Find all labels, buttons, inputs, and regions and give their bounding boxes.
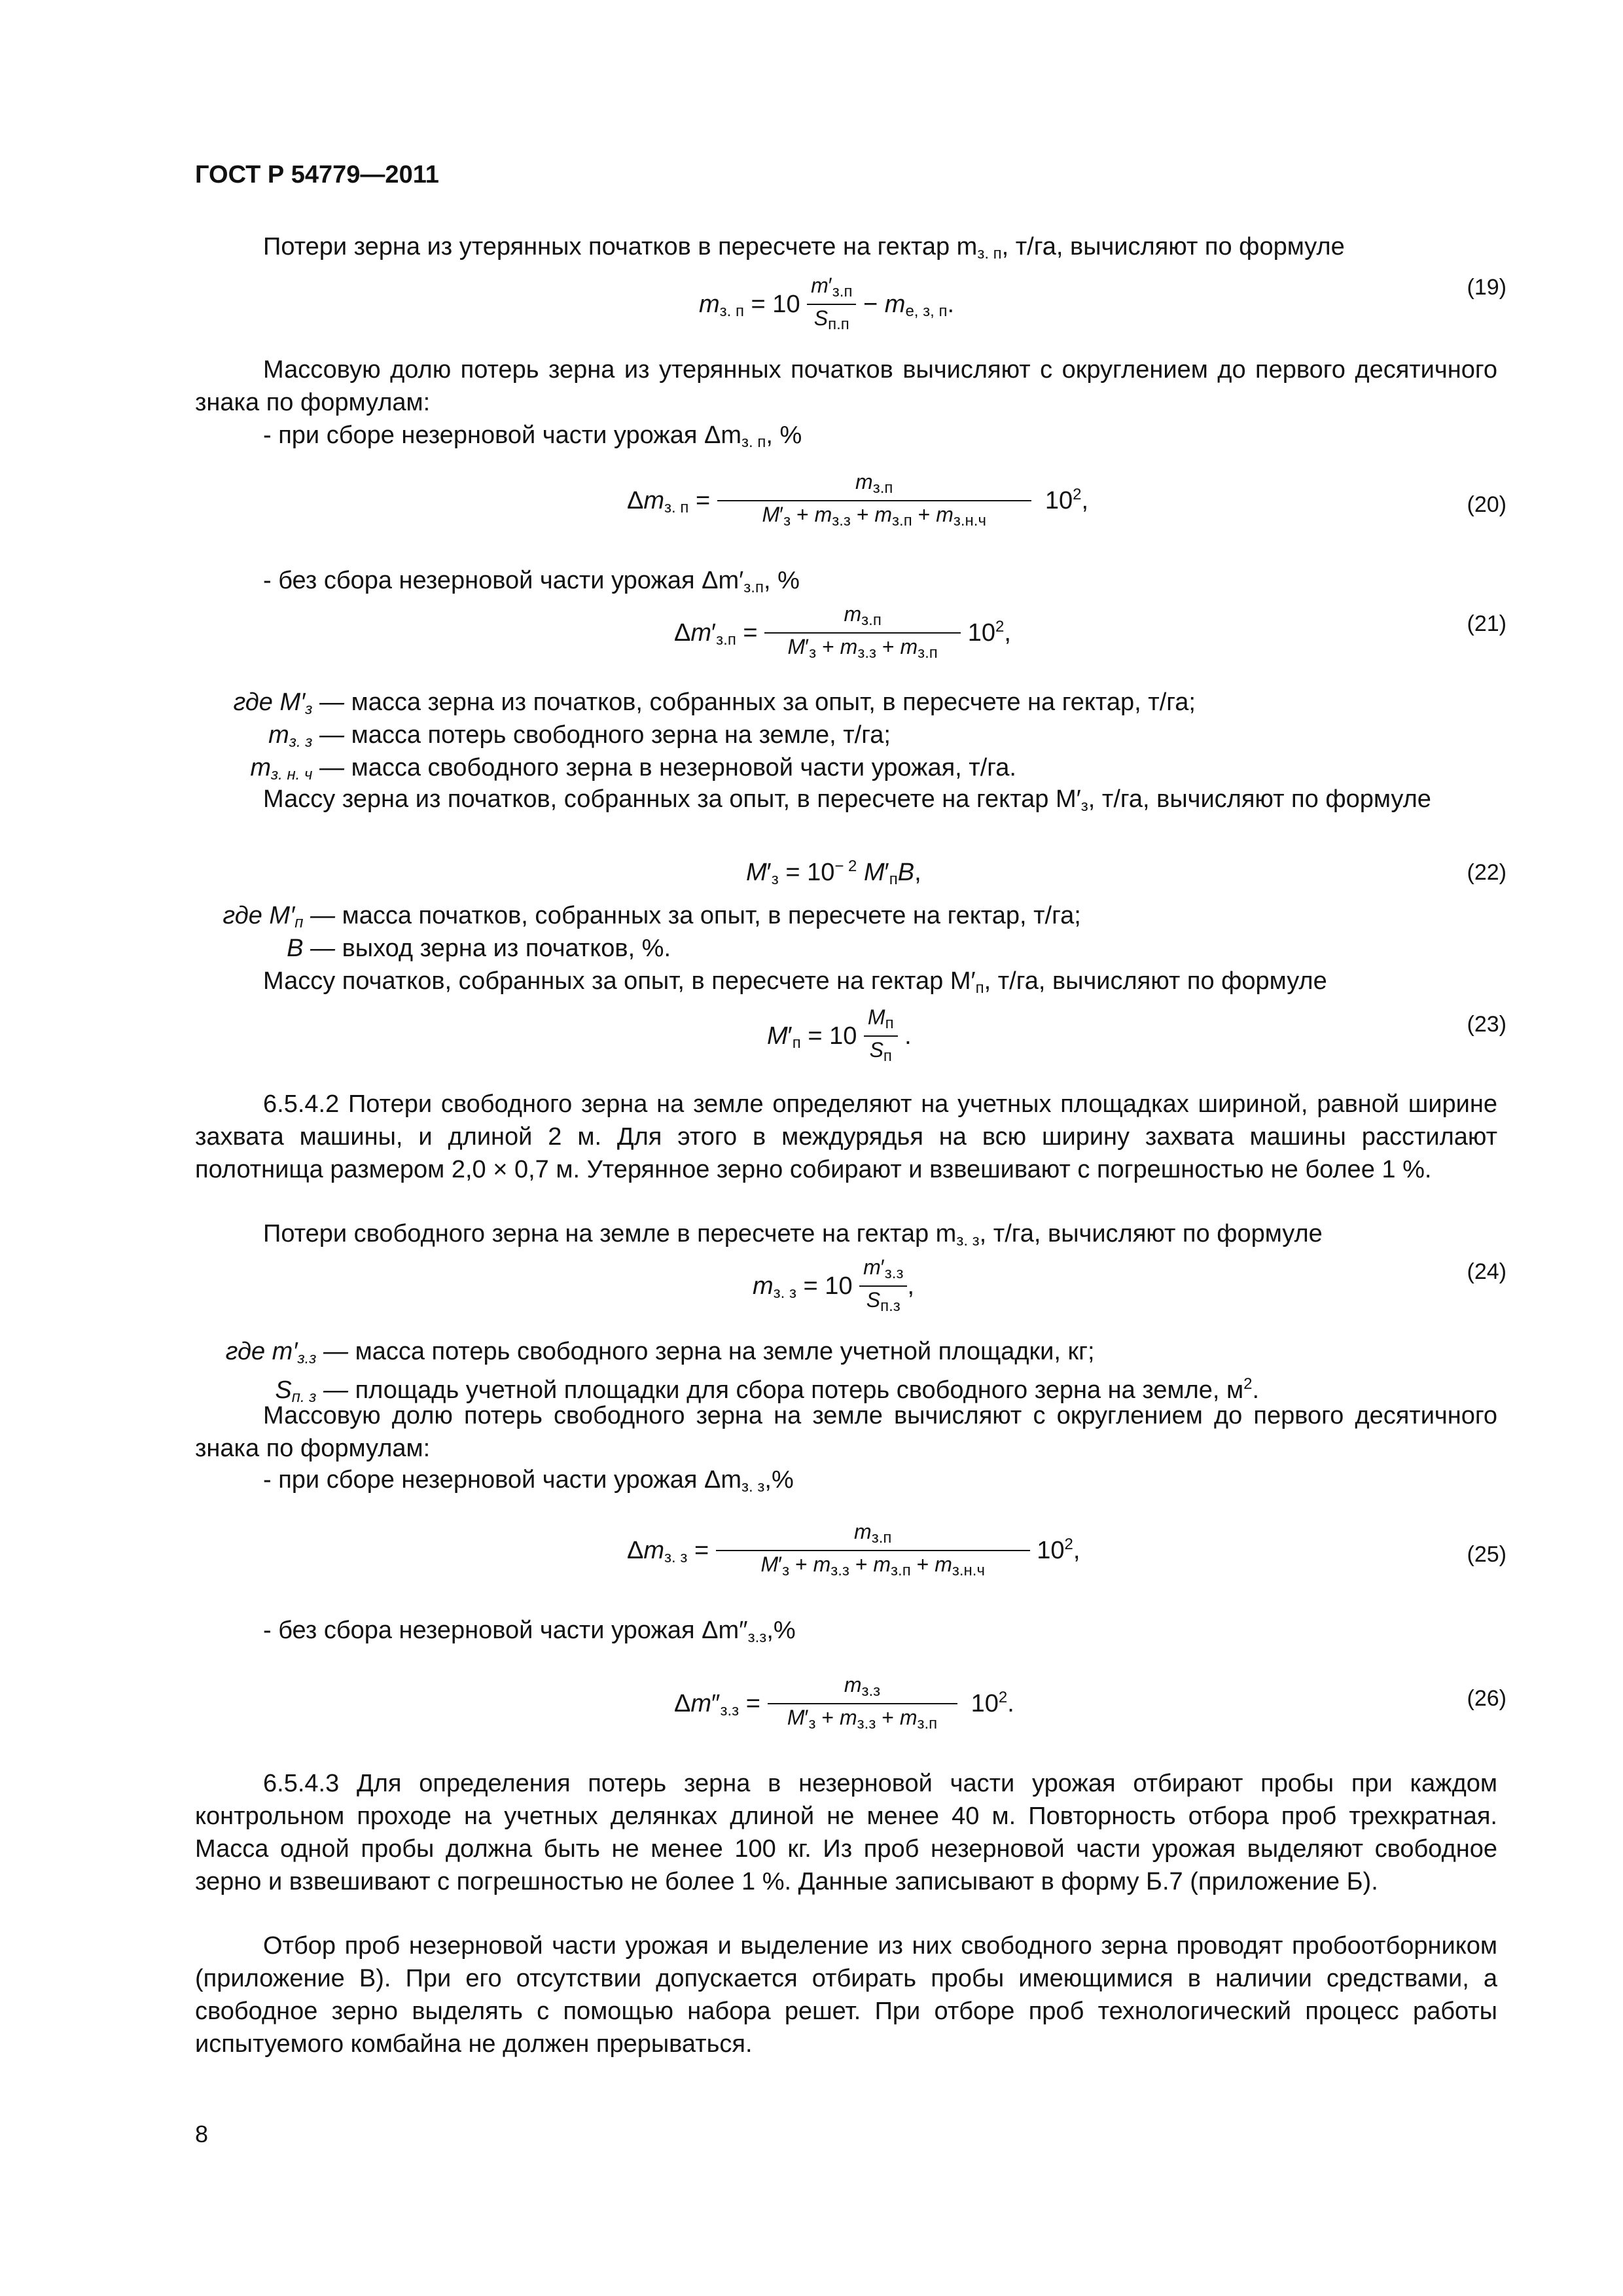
paragraph: Потери свободного зерна на земле в пересчете на гектар $m_{з. з}$, т/га, вычисляют по формуле	[263, 1220, 1323, 1249]
formula-26: $\Delta m''_{з.з}$ = $\frac{m_{з.з}}{M'_з + m_{з.з} + m_{з.п}}$ $10^2$.	[674, 1673, 1014, 1737]
paragraph: Массовую долю потерь свободного зерна на земле вычисляют с округлением до первого десятичного знака по формулам:	[195, 1402, 1497, 1462]
equation-number: (25)	[1467, 1542, 1507, 1567]
paragraph: 6.5.4.3 Для определения потерь зерна в незерновой части урожая отбирают пробы при каждом контрольном проходе на учетных делянках длиной не менее 40 м. Повторность отбора проб трехкратная. Масса одной пробы должна быть не менее 100 кг. Из проб незерновой части урожая выделяют свободное зерно и взвешивают с погрешностью не более 1 %. Данные записывают в форму Б.7 (приложение Б).	[195, 1770, 1497, 1895]
equation-number: (23)	[1467, 1012, 1507, 1037]
paragraph: Массу зерна из початков, собранных за опыт, в пересчете на гектар $M'_з$, т/га, вычисляют по формуле	[263, 785, 1431, 815]
formula-21: $\Delta m'_{з.п}$ = $\frac{m_{з.п}}{M'_з + m_{з.з} + m_{з.п}}$ $10^2$,	[674, 602, 1011, 666]
definition: $m_{з. н. ч}$ — масса свободного зерна в незерновой части урожая, т/га.	[250, 754, 1016, 783]
paragraph: Массовую долю потерь зерна из утерянных початков вычисляют с округлением до первого десятичного знака по формулам:	[195, 356, 1497, 416]
equation-number: (19)	[1467, 275, 1507, 300]
formula-24: $m_{з. з} = 10$ $\frac{m'_{з.з}}{S_{п.з}}$ ,	[753, 1255, 914, 1319]
list-item: - при сборе незерновой части урожая $\Delta m_{з. з},\%$	[263, 1466, 794, 1496]
document-header: ГОСТ Р 54779—2011	[195, 161, 439, 188]
equation-number: (24)	[1467, 1259, 1507, 1284]
paragraph: Потери зерна из утерянных початков в пересчете на гектар $m_{з. п}$, т/га, вычисляют по формуле	[263, 233, 1345, 262]
paragraph: Отбор проб незерновой части урожая и выделение из них свободного зерна проводят пробоотборником (приложение В). При его отсутствии допускается отбирать пробы имеющимися в наличии средствами, а свободное зерно выделять с помощью набора решет. При отборе проб технологический процесс работы испытуемого комбайна не должен прерываться.	[195, 1932, 1497, 2058]
definition: где $M'_з$ — масса зерна из початков, собранных за опыт, в пересчете на гектар, т/га;	[233, 689, 1196, 718]
definition: $m_{з. з}$ — масса потерь свободного зерна на земле, т/га;	[268, 721, 891, 751]
definition: где $M'_п$ — масса початков, собранных за опыт, в пересчете на гектар, т/га;	[223, 902, 1081, 931]
formula-22: $M'_з = 10^{- 2}$ $M'_пB$,	[746, 857, 921, 888]
equation-number: (21)	[1467, 611, 1507, 636]
formula-19: $m_{з. п} = 10$ $\frac{m'_{з.п}}{S_{п.п}}$ − $m_{е, з, п}$.	[699, 274, 954, 338]
definition: $S_{п. з}$ — площадь учетной площадки для сбора потерь свободного зерна на земле, $м^2$.	[275, 1375, 1260, 1406]
list-item: - без сбора незерновой части урожая $\Delta m''_{з.з},\%$	[263, 1617, 796, 1646]
formula-23: $M'_п = 10$ $\frac{M_п}{S_п}$ .	[767, 1005, 912, 1069]
list-item: - без сбора незерновой части урожая $\Delta m'_{з.п}$, %	[263, 567, 800, 596]
definition: B — выход зерна из початков, %.	[287, 935, 671, 962]
page-number: 8	[195, 2121, 209, 2147]
equation-number: (20)	[1467, 492, 1507, 517]
equation-number: (22)	[1467, 860, 1507, 885]
formula-25: $\Delta m_{з. з}$ = $\frac{m_{з.п}}{M'_з + m_{з.з} + m_{з.п} + m_{з.н.ч}}$ $10^2$,	[627, 1520, 1080, 1584]
formula-20: $\Delta m_{з. п}$ = $\frac{m_{з.п}}{M'_з + m_{з.з} + m_{з.п} + m_{з.н.ч}}$ $10^2$,	[627, 470, 1088, 534]
paragraph: Массу початков, собранных за опыт, в пересчете на гектар $M'_п$, т/га, вычисляют по формуле	[263, 967, 1327, 997]
equation-number: (26)	[1467, 1686, 1507, 1711]
paragraph: 6.5.4.2 Потери свободного зерна на земле определяют на учетных площадках шириной, равной ширине захвата машины, и длиной 2 м. Для этого в междурядья на всю ширину захвата машины расстилают полотнища размером 2,0 × 0,7 м. Утерянное зерно собирают и взвешивают с погрешностью не более 1 %.	[195, 1090, 1497, 1183]
list-item: - при сборе незерновой части урожая $\Delta m_{з. п}$, %	[263, 422, 802, 451]
definition: где $m'_{з.з}$ — масса потерь свободного зерна на земле учетной площадки, кг;	[225, 1338, 1095, 1367]
